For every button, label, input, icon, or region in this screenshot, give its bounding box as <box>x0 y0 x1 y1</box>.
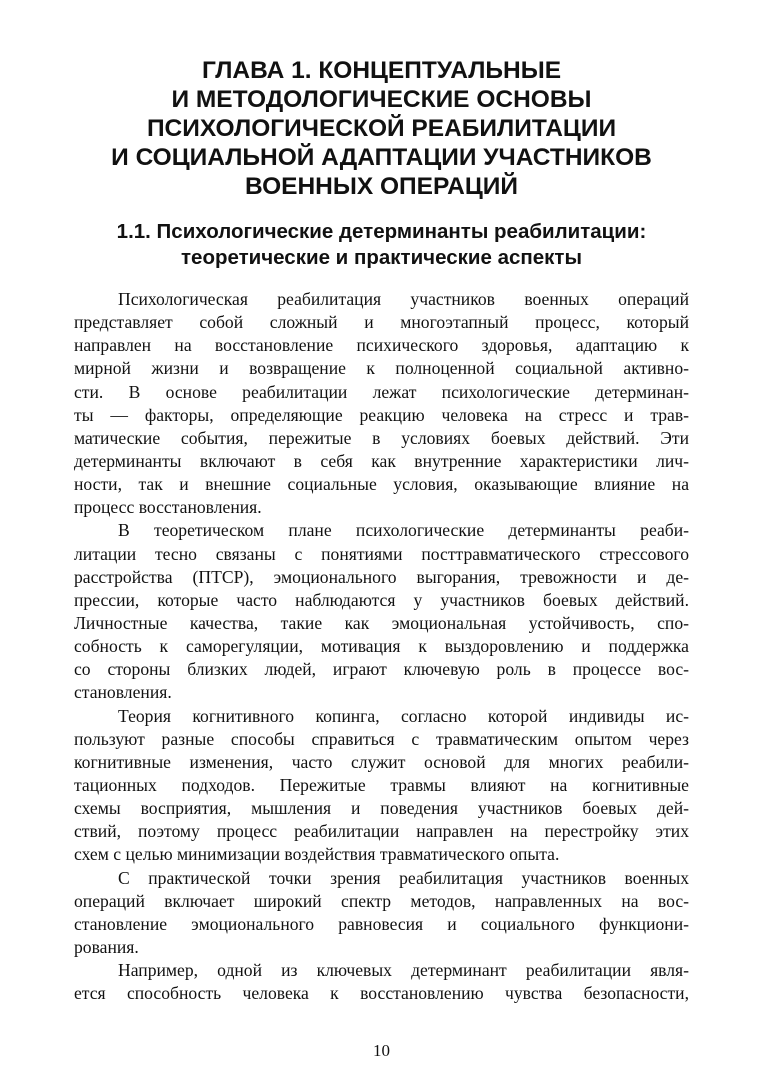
text-line: Психологическая реабилитация участников военных операций <box>118 289 689 309</box>
text-line: сти. В основе реабилитации лежат психологические детерминан- <box>74 381 689 402</box>
text-line: схемы восприятия, мышления и поведения участников боевых дей- <box>74 798 689 819</box>
text-line: ется способность человека к восстановлению чувства безопасности, <box>74 983 689 1004</box>
body-text <box>74 288 689 1005</box>
text-line: тационных подходов. Пережитые травмы влияют на когнитивные <box>74 774 689 795</box>
page-number: 10 <box>373 1041 390 1060</box>
section-title <box>60 219 703 271</box>
text-line: пользуют разные способы справиться с травматическим опытом через <box>74 728 689 749</box>
text-line: представляет собой сложный и многоэтапный процесс, который <box>74 312 689 333</box>
chapter-title-line: ВОЕННЫХ ОПЕРАЦИЙ <box>244 173 518 200</box>
paragraph-1 <box>74 288 689 519</box>
section-title-line: 1.1. Психологические детерминанты реабилитации: <box>116 220 647 243</box>
text-line: прессии, которые часто наблюдаются у участников боевых действий. <box>74 589 689 610</box>
text-line: ты — факторы, определяющие реакцию человека на стресс и трав- <box>74 404 689 425</box>
text-line: когнитивные изменения, часто служит основой для многих реабили- <box>74 751 689 772</box>
text-line: процесс восстановления. <box>74 497 262 518</box>
text-line: расстройства (ПТСР), эмоционального выгорания, тревожности и де- <box>74 566 689 587</box>
text-line: со стороны близких людей, играют ключевую роль в процессе вос- <box>74 659 689 680</box>
text-line: ности, так и внешние социальные условия, оказывающие влияние на <box>74 474 689 495</box>
text-line: литации тесно связаны с понятиями посттравматического стрессового <box>74 543 689 564</box>
text-line: собность к саморегуляции, мотивация к выздоровлению и поддержка <box>74 636 689 657</box>
text-line: рования. <box>74 936 139 957</box>
text-line: Теория когнитивного копинга, согласно которой индивиды ис- <box>118 705 689 726</box>
chapter-title-line: ПСИХОЛОГИЧЕСКОЙ РЕАБИЛИТАЦИИ <box>146 115 617 142</box>
text-line: становления. <box>74 682 172 703</box>
chapter-title-line: И МЕТОДОЛОГИЧЕСКИЕ ОСНОВЫ <box>171 86 592 113</box>
text-line: ствий, поэтому процесс реабилитации направлен на перестройку этих <box>74 821 689 842</box>
paragraph-3 <box>74 705 689 867</box>
text-line: С практической точки зрения реабилитация участников военных <box>118 867 689 888</box>
chapter-title <box>60 56 703 201</box>
text-line: матические события, пережитые в условиях боевых действий. Эти <box>74 427 689 448</box>
paragraph-2 <box>74 519 689 704</box>
text-line: В теоретическом плане психологические детерминанты реаби- <box>118 520 689 541</box>
text-line: становление эмоционального равновесия и социального функциони- <box>74 913 689 934</box>
text-line: детерминанты включают в себя как внутренние характеристики лич- <box>74 450 689 471</box>
chapter-title-line: И СОЦИАЛЬНОЙ АДАПТАЦИИ УЧАСТНИКОВ <box>111 144 652 171</box>
text-line: схем с целью минимизации воздействия травматического опыта. <box>74 844 560 865</box>
text-line: мирной жизни и возвращение к полноценной социальной активно- <box>74 358 689 379</box>
chapter-title-line: ГЛАВА 1. КОНЦЕПТУАЛЬНЫЕ <box>201 57 562 84</box>
text-line: операций включает широкий спектр методов, направленных на вос- <box>74 890 689 911</box>
paragraph-5 <box>74 959 689 1005</box>
section-title-line: теоретические и практические аспекты <box>181 246 582 269</box>
text-line: Личностные качества, такие как эмоциональная устойчивость, спо- <box>74 612 689 633</box>
text-line: Например, одной из ключевых детерминант реабилитации явля- <box>118 960 689 981</box>
text-line: направлен на восстановление психического здоровья, адаптацию к <box>74 335 689 356</box>
paragraph-4 <box>74 867 689 960</box>
